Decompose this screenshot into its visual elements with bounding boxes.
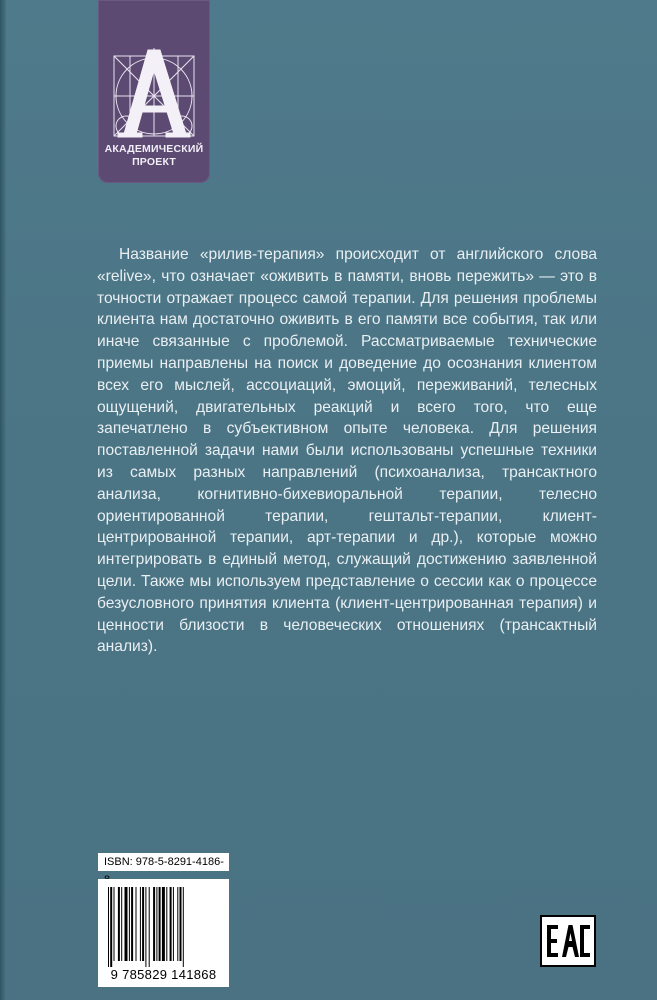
eac-certification-mark [540, 915, 596, 967]
isbn-label: ISBN: 978-5-8291-4186- [98, 853, 229, 871]
barcode-bar [149, 887, 150, 967]
barcode-bar [159, 887, 161, 961]
barcode-bar [108, 887, 109, 967]
barcode-number: 9 785829 141868 [110, 967, 217, 982]
academic-a-emblem-icon [112, 48, 196, 140]
barcode-bar [180, 887, 182, 961]
barcode-bar [118, 887, 120, 961]
eac-logo-icon [542, 917, 594, 965]
cover-spine-edge [0, 0, 6, 1000]
barcode-bar [177, 887, 178, 961]
barcode-bar [131, 887, 133, 961]
barcode-bar [162, 887, 165, 961]
barcode-bar [173, 887, 174, 961]
barcode-bar [145, 887, 146, 967]
barcode-bar [140, 887, 141, 961]
publisher-name-line2: ПРОЕКТ [132, 156, 176, 168]
barcode-bar [153, 887, 155, 961]
barcode-bar [156, 887, 157, 961]
barcode-bar [136, 887, 137, 961]
publisher-logo [98, 0, 210, 183]
barcode [98, 879, 229, 987]
barcode-bar [170, 887, 172, 961]
book-description: Название «рилив-терапия» происходит от английского слова «relive», что означает «оживить в памяти, вновь пережить» — это в точности отражает процесс самой терапии. Для решения проблемы клиента нам достаточно оживить в его памяти все события, так или иначе связанные с проблемой. Рассматриваемые технические приемы направлены на поиск и доведение до осознания клиентом всех его мыслей, ассоциаций, эмоций, переживаний, телесных ощущений, двигательных реакций и всего того, что еще запечатлено в субъективном опыте человека. Для решения поставленной задачи нами были использованы успешные техники из самых разных направлений (психоанализа, трансактного анализа, когнитивно-бихевиоральной терапии, телесно ориентированной терапии, гештальт-терапии, клиент-центрированной терапии, арт-терапии и др.), которые можно интегрировать в единый метод, служащий достижению заявленной цели. Также мы используем представление о сессии как о процессе безусловного принятия клиента (клиент-центрированная терапия) и ценности близости в человеческих отношениях (трансактный анализ). [97, 246, 597, 656]
publisher-name [98, 143, 210, 169]
barcode-bar [114, 887, 115, 961]
barcode-bar [183, 887, 184, 967]
barcode-bar [110, 887, 112, 967]
barcode-bar [121, 887, 122, 961]
barcode-bars [106, 887, 221, 967]
barcode-bar [142, 887, 144, 961]
barcode-bar [166, 887, 167, 961]
barcode-bar [129, 887, 130, 961]
barcode-bar [125, 887, 128, 961]
publisher-name-line1: АКАДЕМИЧЕСКИЙ [104, 143, 204, 155]
